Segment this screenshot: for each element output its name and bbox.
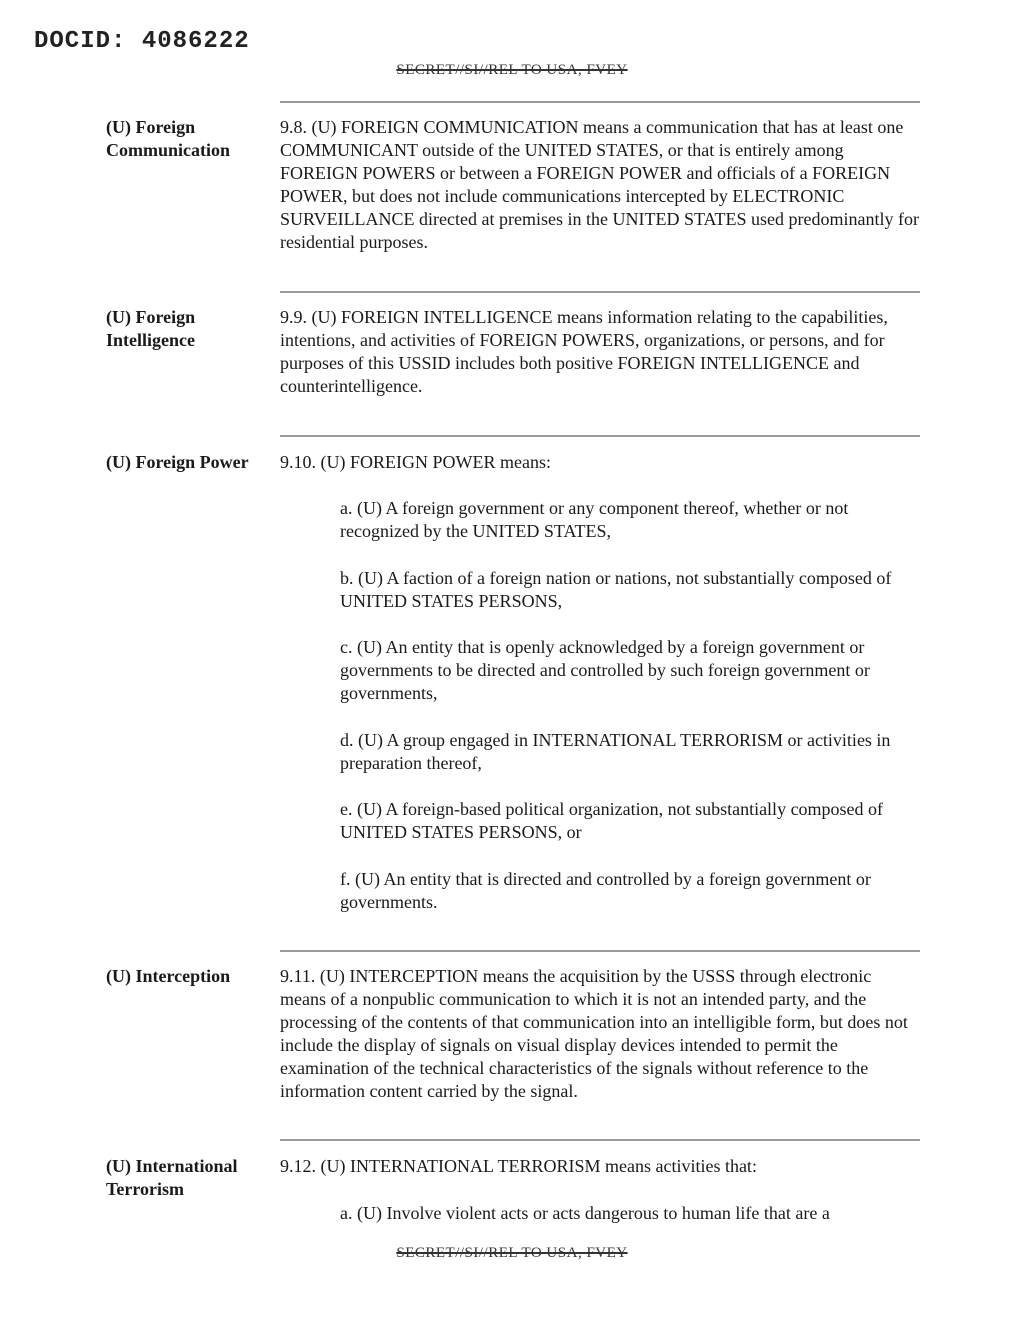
term-line: Terrorism bbox=[106, 1179, 184, 1199]
definition-9-12: 9.12. (U) INTERNATIONAL TERRORISM means activities that: bbox=[280, 1156, 757, 1176]
term-line: (U) Foreign bbox=[106, 117, 196, 137]
term-interception bbox=[106, 965, 276, 988]
definition-9-10-item-d: d. (U) A group engaged in INTERNATIONAL TERRORISM or activities in preparation thereof, bbox=[340, 730, 891, 773]
term-line: (U) Interception bbox=[106, 966, 231, 986]
term-line: (U) Foreign Power bbox=[106, 452, 249, 472]
term-line: Communication bbox=[106, 140, 231, 160]
term-line: (U) Foreign bbox=[106, 307, 196, 327]
section-divider bbox=[280, 291, 920, 293]
section-divider bbox=[280, 950, 920, 952]
term-international-terrorism bbox=[106, 1155, 276, 1201]
doc-id: DOCID: 4086222 bbox=[34, 28, 250, 55]
definition-9-10-item-e: e. (U) A foreign-based political organization, not substantially composed of UNITED STATES PERSONS, or bbox=[340, 799, 884, 842]
classification-footer bbox=[0, 1245, 1024, 1262]
classification-header-text: SECRET//SI//REL TO USA, FVEY bbox=[396, 62, 628, 78]
definition-9-10-item-a: a. (U) A foreign government or any component thereof, whether or not recognized by the UNITED STATES, bbox=[340, 498, 849, 541]
definition-9-12-item-a: a. (U) Involve violent acts or acts dangerous to human life that are a bbox=[340, 1203, 830, 1223]
term-line: Intelligence bbox=[106, 330, 195, 350]
definition-9-10: 9.10. (U) FOREIGN POWER means: bbox=[280, 452, 551, 472]
classification-header bbox=[0, 62, 1024, 79]
classification-footer-text: SECRET//SI//REL TO USA, FVEY bbox=[396, 1245, 628, 1261]
term-foreign-communication bbox=[106, 116, 276, 162]
section-divider bbox=[280, 101, 920, 103]
term-foreign-power bbox=[106, 451, 276, 474]
definition-9-9: 9.9. (U) FOREIGN INTELLIGENCE means information relating to the capabilities, intentions, and activities of FOREIGN POWERS, organizations, or persons, and for purposes of this USSID includes both positive FOREIGN INTELLIGENCE and counterintelligence. bbox=[280, 307, 888, 396]
section-divider bbox=[280, 435, 920, 437]
term-line: (U) International bbox=[106, 1156, 238, 1176]
section-divider bbox=[280, 1139, 920, 1141]
definition-9-10-item-f: f. (U) An entity that is directed and controlled by a foreign government or governments. bbox=[340, 869, 871, 912]
definition-9-10-item-b: b. (U) A faction of a foreign nation or nations, not substantially composed of UNITED STATES PERSONS, bbox=[340, 568, 892, 611]
definition-9-10-item-c: c. (U) An entity that is openly acknowledged by a foreign government or governments to be directed and controlled by such foreign government or governments, bbox=[340, 637, 870, 703]
definition-9-8: 9.8. (U) FOREIGN COMMUNICATION means a communication that has at least one COMMUNICANT outside of the UNITED STATES, or that is entirely among FOREIGN POWERS or between a FOREIGN POWER and officials of a FOREIGN POWER, but does not include communications intercepted by ELECTRONIC SURVEILLANCE directed at premises in the UNITED STATES used predominantly for residential purposes. bbox=[280, 117, 919, 252]
term-foreign-intelligence bbox=[106, 306, 276, 352]
definition-9-11: 9.11. (U) INTERCEPTION means the acquisition by the USSS through electronic means of a nonpublic communication to which it is not an intended party, and the processing of the contents of that communication into an intelligible form, but does not include the display of signals on visual display devices intended to permit the examination of the technical characteristics of the signals without reference to the information content carried by the signal. bbox=[280, 966, 908, 1101]
